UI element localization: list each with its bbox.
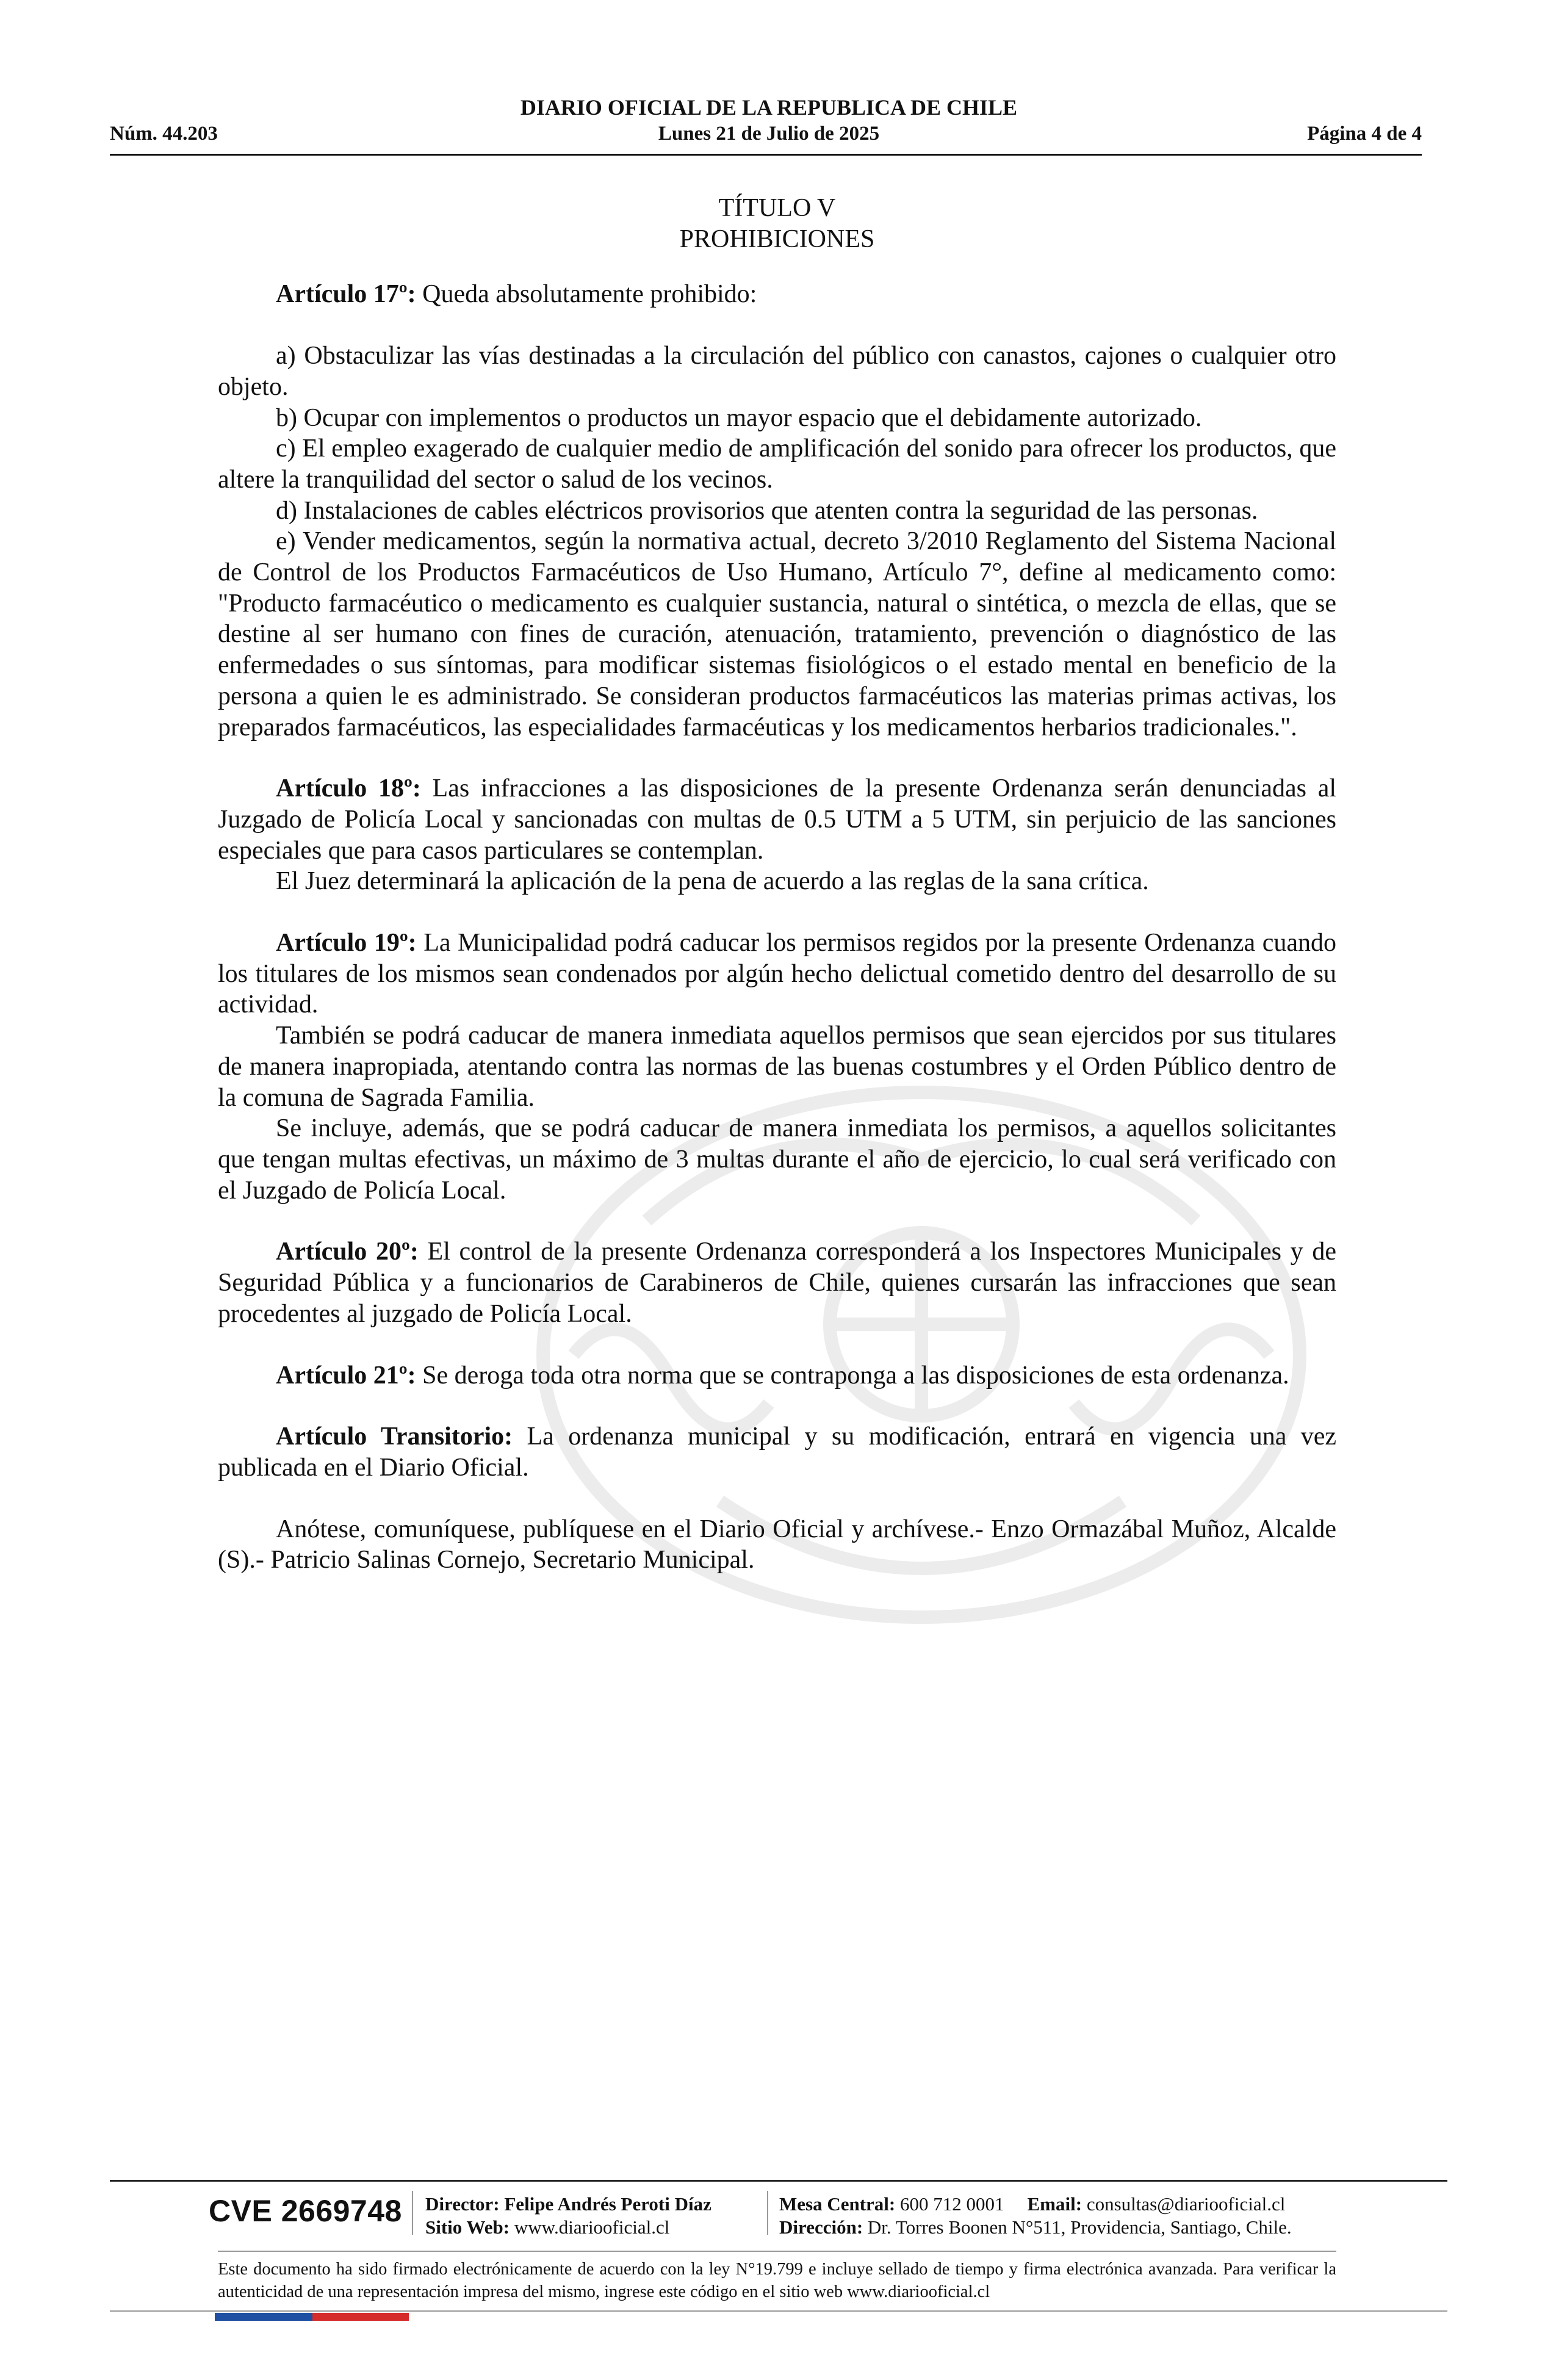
- website-link[interactable]: www.diariooficial.cl: [510, 2216, 670, 2238]
- footer-contact-block: [779, 2193, 1292, 2239]
- address-line: [779, 2216, 1292, 2239]
- spacer: [218, 1484, 1336, 1514]
- address-label: Dirección:: [779, 2216, 863, 2238]
- article-21: [218, 1360, 1336, 1391]
- article-21-text: Se deroga toda otra norma que se contraponga a las disposiciones de esta ordenanza.: [416, 1361, 1289, 1390]
- closing-paragraph: Anótese, comuníquese, publíquese en el Diario Oficial y archívese.- Enzo Ormazábal Muñoz, Alcalde (S).- Patricio Salinas Cornejo, Secretario Municipal.: [218, 1515, 1336, 1574]
- footer-divider-middle: [218, 2251, 1336, 2252]
- issue-date: Lunes 21 de Julio de 2025: [658, 123, 880, 145]
- article-18-heading: Artículo 18º:: [276, 774, 421, 803]
- email-label: Email:: [1027, 2193, 1082, 2215]
- article-20: [218, 1236, 1336, 1329]
- section-title: TÍTULO V: [718, 194, 836, 222]
- director-line: [425, 2193, 711, 2216]
- spacer: [218, 743, 1336, 773]
- cve-code: CVE 2669748: [209, 2194, 402, 2228]
- article-transitorio: [218, 1421, 1336, 1483]
- address-text: Dr. Torres Boonen N°511, Providencia, Santiago, Chile.: [863, 2216, 1292, 2238]
- article-17-item-e: e) Vender medicamentos, según la normativa actual, decreto 3/2010 Reglamento del Sistema Nacional de Control de los Productos Farmacéuticos de Uso Humano, Artículo 7°, define al medicamento como: "Producto farmacéutico o medicamento es cualquier sustancia, natural o sintética, o mezcla de ellas, que se destine al ser humano con fines de curación, atenuación, tratamiento, prevención o diagnóstico de las enfermedades o sus síntomas, para modificar sistemas fisiológicos o el estado mental en beneficio de la persona a quien le es administrado. Se consideran productos farmacéuticos las materias primas activas, los preparados farmacéuticos, las especialidades farmacéuticas y los medicamentos herbarios tradicionales.".: [218, 527, 1336, 741]
- spacer: [218, 310, 1336, 341]
- article-19-text: La Municipalidad podrá caducar los permisos regidos por la presente Ordenanza cuando los titulares de los mismos sean condenados por algún hecho delictual cometido dentro del desarrollo de su actividad.: [218, 929, 1336, 1019]
- email-link[interactable]: consultas@diariooficial.cl: [1082, 2193, 1286, 2215]
- section-subtitle: PROHIBICIONES: [679, 225, 875, 253]
- footer-director-block: [425, 2193, 711, 2239]
- article-17-intro-text: Queda absolutamente prohibido:: [416, 280, 757, 309]
- issue-number: Núm. 44.203: [110, 123, 218, 145]
- header-divider: [110, 154, 1422, 156]
- publication-title: DIARIO OFICIAL DE LA REPUBLICA DE CHILE: [520, 95, 1018, 120]
- article-18: [218, 773, 1336, 866]
- article-20-text: El control de la presente Ordenanza corresponderá a los Inspectores Municipales y de Seguridad Pública y a funcionarios de Carabineros de Chile, quienes cursarán las infracciones que sean procedentes al juzgado de Policía Local.: [218, 1238, 1336, 1328]
- article-19-paragraph-3: Se incluye, además, que se podrá caducar de manera inmediata los permisos, a aquellos solicitantes que tengan multas efectivas, un máximo de 3 multas durante el año de ejercicio, lo cual será verificado con el Juzgado de Policía Local.: [218, 1114, 1336, 1205]
- article-19-heading: Artículo 19º:: [276, 929, 417, 957]
- mesa-label: Mesa Central:: [779, 2193, 896, 2215]
- footer-divider-bottom: [110, 2310, 1447, 2312]
- article-18-paragraph-2: El Juez determinará la aplicación de la pena de acuerdo a las reglas de la sana crítica.: [276, 867, 1149, 896]
- footer-separator: [412, 2191, 413, 2235]
- header-row: [110, 123, 1422, 150]
- article-17-heading: Artículo 17º:: [276, 280, 416, 309]
- flag-stripe-red: [312, 2313, 409, 2321]
- website-label: Sitio Web:: [425, 2216, 510, 2238]
- article-transitorio-heading: Artículo Transitorio:: [276, 1423, 513, 1451]
- article-17-item-d: d) Instalaciones de cables eléctricos provisorios que atenten contra la seguridad de las personas.: [276, 496, 1258, 525]
- director-name: Felipe Andrés Peroti Díaz: [499, 2193, 711, 2215]
- spacer: [218, 1391, 1336, 1421]
- article-transitorio-text: La ordenanza municipal y su modificación, entrará en vigencia una vez publicada en el Diario Oficial.: [218, 1423, 1337, 1482]
- spacer: [218, 1330, 1336, 1360]
- document-body: [218, 193, 1336, 1576]
- website-line: [425, 2216, 711, 2239]
- footer-separator: [767, 2191, 768, 2235]
- article-18-text: Las infracciones a las disposiciones de la presente Ordenanza serán denunciadas al Juzgado de Policía Local y sancionadas con multas de 0.5 UTM a 5 UTM, sin perjuicio de las sanciones especiales que para casos particulares se contemplan.: [218, 774, 1337, 865]
- article-17-item-c: c) El empleo exagerado de cualquier medio de amplificación del sonido para ofrecer los productos, que altere la tranquilidad del sector o salud de los vecinos.: [218, 435, 1336, 494]
- page-indicator: Página 4 de 4: [1307, 123, 1422, 145]
- article-19: [218, 928, 1336, 1020]
- article-17-item-b: b) Ocupar con implementos o productos un mayor espacio que el debidamente autorizado.: [276, 403, 1202, 432]
- article-17-intro: [218, 279, 1336, 310]
- flag-stripe-blue: [215, 2313, 312, 2321]
- article-17-item-a: a) Obstaculizar las vías destinadas a la circulación del público con canastos, cajones o cualquier otro objeto.: [218, 342, 1336, 401]
- spacer: [218, 254, 1336, 279]
- article-19-paragraph-2: También se podrá caducar de manera inmediata aquellos permisos que sean ejercidos por sus titulares de manera inapropiada, atentando contra las normas de las buenas costumbres y el Orden Público dentro de la comuna de Sagrada Familia.: [218, 1022, 1336, 1112]
- director-label: Director:: [425, 2193, 500, 2215]
- spacer: [218, 897, 1336, 928]
- legal-notice: Este documento ha sido firmado electrónicamente de acuerdo con la ley N°19.799 e incluye sellado de tiempo y firma electrónica avanzada. Para verificar la autenticidad de una representación impresa del mismo, ingrese este código en el sitio web www.diariooficial.cl: [218, 2260, 1336, 2301]
- contact-line: [779, 2193, 1292, 2216]
- article-21-heading: Artículo 21º:: [276, 1361, 416, 1390]
- mesa-phone: 600 712 0001: [895, 2193, 1004, 2215]
- footer-divider-top: [110, 2180, 1447, 2182]
- spacer: [218, 1206, 1336, 1236]
- article-20-heading: Artículo 20º:: [276, 1238, 419, 1266]
